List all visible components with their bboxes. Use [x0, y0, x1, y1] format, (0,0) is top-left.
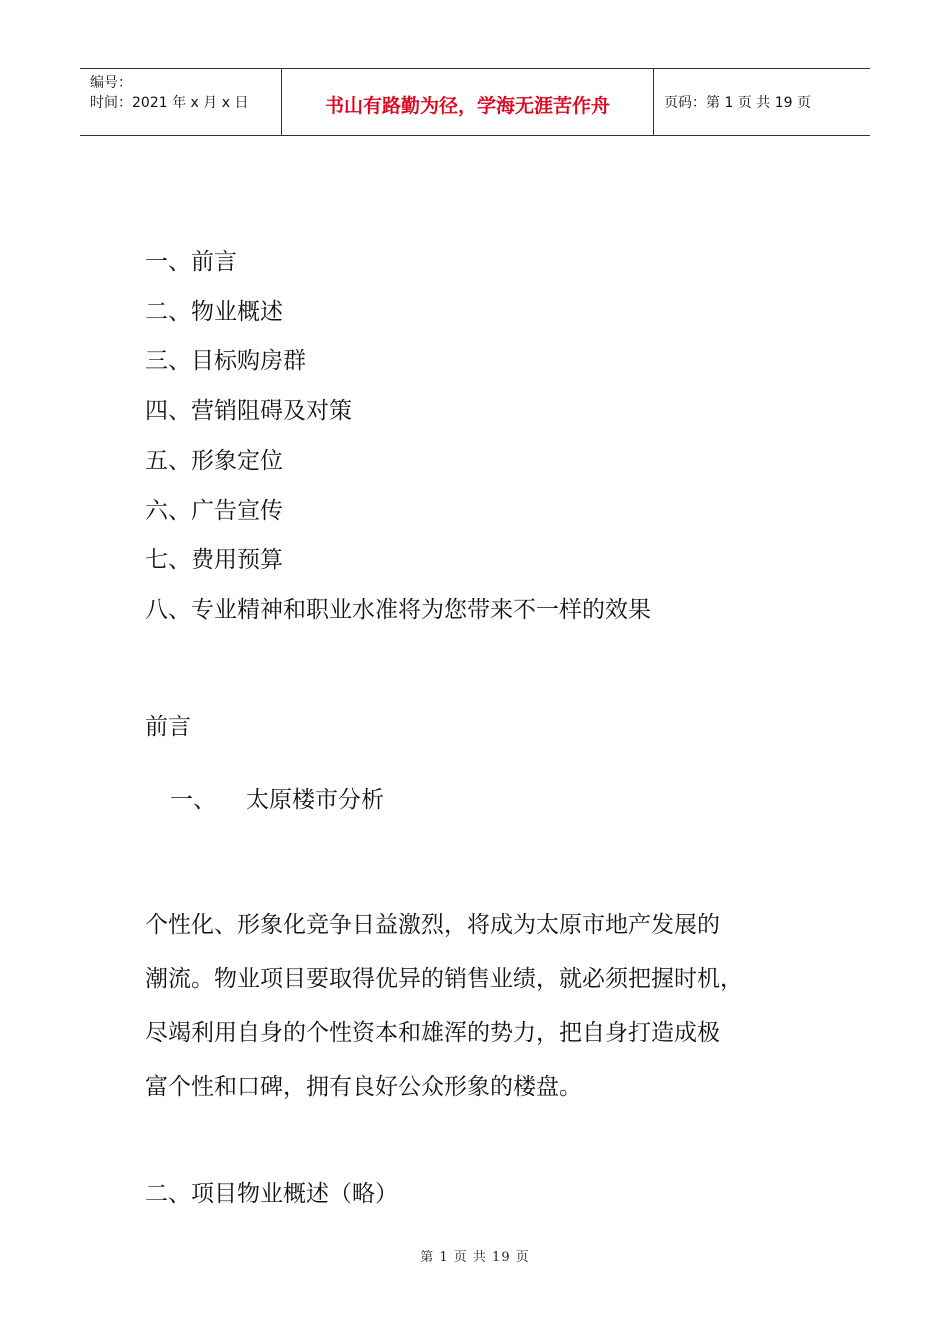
toc-item: 二、物业概述	[145, 298, 283, 325]
page-footer: 第 1 页 共 19 页	[420, 1250, 530, 1265]
body-paragraph	[145, 898, 805, 1114]
paragraph-line: 尽竭利用自身的个性资本和雄浑的势力，把自身打造成极	[145, 1020, 720, 1046]
preface-heading: 前言	[145, 714, 191, 740]
header-motto: 书山有路勤为径，学海无涯苦作舟	[282, 69, 654, 135]
paragraph-line: 富个性和口碑，拥有良好公众形象的楼盘。	[145, 1074, 582, 1100]
table-of-contents	[145, 238, 651, 636]
toc-item: 三、目标购房群	[145, 348, 306, 375]
paragraph-line: 个性化、形象化竞争日益激烈，将成为太原市地产发展的	[145, 912, 720, 938]
section-one-title: 太原楼市分析	[246, 787, 384, 813]
toc-item: 一、前言	[145, 249, 237, 275]
toc-item: 七、费用预算	[145, 547, 283, 574]
header-page-info: 页码：第 1 页 共 19 页	[664, 95, 811, 111]
paragraph-line: 潮流。物业项目要取得优异的销售业绩，就必须把握时机，	[145, 966, 743, 992]
date-label: 时间：2021 年 x 月 x 日	[90, 95, 249, 111]
toc-item: 六、广告宣传	[145, 497, 283, 524]
document-header	[80, 68, 870, 136]
section-one-heading	[170, 781, 384, 814]
toc-item: 四、营销阻碍及对策	[145, 398, 352, 425]
header-meta	[80, 69, 282, 135]
section-two-heading: 二、项目物业概述（略）	[145, 1181, 398, 1207]
toc-item: 八、专业精神和职业水准将为您带来不一样的效果	[145, 596, 651, 623]
toc-item: 五、形象定位	[145, 447, 283, 474]
section-one-number: 一、	[170, 787, 216, 813]
serial-number-label: 编号：	[90, 75, 132, 91]
